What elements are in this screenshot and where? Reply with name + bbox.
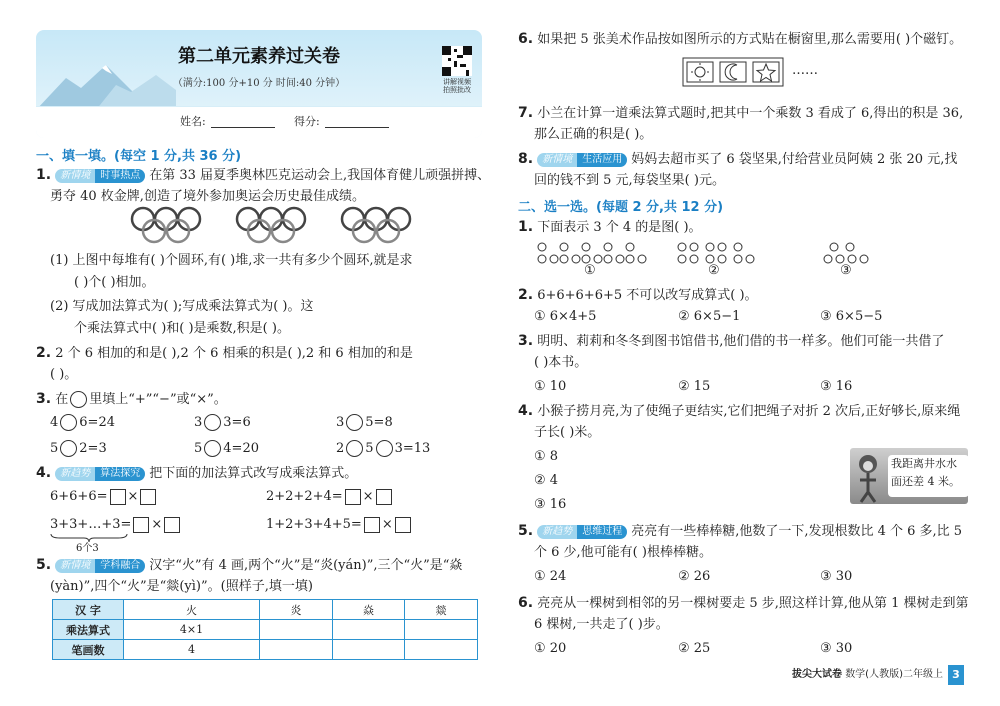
header-card: [36, 30, 482, 138]
strokes-table: [52, 599, 478, 660]
table-cell[interactable]: [405, 640, 478, 660]
answer-box[interactable]: [364, 517, 380, 533]
figure-label: ②: [708, 263, 720, 278]
table-header: 燚: [405, 600, 478, 620]
row-label: 笔画数: [53, 640, 124, 660]
name-label: 姓名:: [180, 115, 206, 128]
footer-subject: 数学(人教版)二年级上: [845, 669, 943, 680]
answer-box[interactable]: [376, 489, 392, 505]
table-cell[interactable]: [260, 640, 333, 660]
monkey-illustration: [850, 448, 968, 504]
option[interactable]: ③ 30: [820, 569, 853, 584]
choice-4-line2: 子长( )米。: [534, 425, 601, 440]
q4-item: 6+6+6= ×: [50, 488, 158, 506]
option[interactable]: ① 10: [534, 379, 567, 394]
q3-item: 5 2=3: [50, 441, 107, 456]
answer-circle[interactable]: [60, 440, 77, 457]
choice-6: 6. 亮亮从一棵树到相邻的另一棵树要走 5 步,照这样计算,他从第 1 棵树走到第: [518, 595, 969, 611]
q1-part1-line2: ( )个( )相加。: [74, 275, 155, 290]
option[interactable]: ① 20: [534, 641, 567, 656]
question-4: 4. 新趋势 算法探究 把下面的加法算式改写成乘法算式。: [36, 465, 358, 481]
choice-3-line2: ( )本书。: [534, 355, 588, 370]
table-header: 焱: [332, 600, 405, 620]
answer-circle[interactable]: [204, 414, 221, 431]
choice-6-line2: 6 棵树,一共走了( )步。: [534, 617, 669, 632]
choice-2: 2. 6+6+6+6+5 不可以改写成算式( )。: [518, 287, 758, 303]
speech-bubble: 我距离井水水 面还差 4 米。: [888, 455, 969, 497]
option[interactable]: ③ 16: [534, 497, 567, 512]
answer-circle[interactable]: [60, 414, 77, 431]
question-r7-line2: 那么正确的积是( )。: [534, 127, 653, 142]
answer-circle[interactable]: [376, 440, 393, 457]
question-r6: 6. 如果把 5 张美术作品按如图所示的方式贴在橱窗里,那么需要用( )个磁钉。: [518, 31, 963, 47]
table-header: 火: [124, 600, 260, 620]
q4-item: 2+2+2+4= ×: [266, 488, 394, 506]
table-header: 汉 字: [53, 600, 124, 620]
answer-box[interactable]: [110, 489, 126, 505]
exam-subtitle: （满分:100 分+10 分 时间:40 分钟）: [172, 78, 346, 89]
choice-3: 3. 明明、莉莉和冬冬到图书馆借书,他们借的书一样多。他们可能一共借了: [518, 333, 945, 349]
table-cell: 4×1: [124, 620, 260, 640]
q3-item: 4 6=24: [50, 415, 115, 430]
table-cell[interactable]: [260, 620, 333, 640]
page-title: 第二单元素养过关卷: [178, 46, 340, 67]
question-r7: 7. 小兰在计算一道乘法算式题时,把其中一个乘数 3 看成了 6,得出的积是 36,: [518, 105, 964, 121]
answer-box[interactable]: [164, 517, 180, 533]
footer: [792, 666, 943, 684]
choice-1: 1. 下面表示 3 个 4 的是图( )。: [518, 219, 702, 235]
choice-5-line2: 个 6 少,他可能有( )根棒棒糖。: [534, 545, 712, 560]
q3-item: 5 4=20: [194, 441, 259, 456]
answer-box[interactable]: [345, 489, 361, 505]
q1-part2-line2: 个乘法算式中( )和( )是乘数,积是( )。: [74, 321, 290, 336]
question-r8: 8. 新情境 生活应用 妈妈去超市买了 6 袋坚果,付给营业员阿姨 2 张 20 元,找: [518, 151, 958, 167]
qr-code[interactable]: [442, 46, 472, 76]
option[interactable]: ① 6×4+5: [534, 309, 597, 324]
option[interactable]: ② 26: [678, 569, 711, 584]
q4-item: 1+2+3+4+5= ×: [266, 516, 413, 534]
score-label: 得分:: [294, 115, 320, 128]
answer-circle[interactable]: [346, 440, 363, 457]
option[interactable]: ① 24: [534, 569, 567, 584]
question-3: 3. 在 里填上“+”“−”或“×”。: [36, 391, 227, 407]
tag-algorithm-explore: 新趋势 算法探究: [55, 467, 145, 481]
answer-circle[interactable]: [346, 414, 363, 431]
page-number: 3: [948, 665, 964, 685]
option[interactable]: ② 15: [678, 379, 711, 394]
name-field[interactable]: [211, 127, 275, 128]
option[interactable]: ② 4: [534, 473, 559, 488]
table-header: 炎: [260, 600, 333, 620]
student-info-bar: [36, 106, 482, 138]
tag-current-events: 新情境 时事热点: [55, 169, 145, 183]
option[interactable]: ② 25: [678, 641, 711, 656]
choice-5: 5. 新趋势 思维过程 亮亮有一些棒棒糖,他数了一下,发现根数比 4 个 6 多,比 5: [518, 523, 963, 539]
option[interactable]: ③ 16: [820, 379, 853, 394]
q4-item: 3+3+…+3= ×: [50, 516, 182, 534]
figure-label: ③: [840, 263, 852, 278]
question-2: 2. 2 个 6 相加的和是( ),2 个 6 相乘的积是( ),2 和 6 相加的和是: [36, 345, 413, 361]
table-cell[interactable]: [332, 620, 405, 640]
table-cell[interactable]: [332, 640, 405, 660]
table-cell: 4: [124, 640, 260, 660]
q3-item: 3 3=6: [194, 415, 251, 430]
tag-life-application: 新情境 生活应用: [537, 153, 627, 167]
table-cell[interactable]: [405, 620, 478, 640]
question-5-line2: (yàn)”,四个“火”是“燚(yì)”。(照样子,填一填): [50, 579, 313, 594]
q1-part2-line1: (2) 写成加法算式为( );写成乘法算式为( )。这: [50, 299, 314, 314]
answer-box[interactable]: [395, 517, 411, 533]
answer-box[interactable]: [140, 489, 156, 505]
option[interactable]: ③ 6×5−5: [820, 309, 883, 324]
question-1: 1. 新情境 时事热点 在第 33 届夏季奥林匹克运动会上,我国体育健儿顽强拼搏、: [36, 167, 491, 183]
figure-label: ①: [584, 263, 596, 278]
blank-circle: [70, 391, 87, 408]
olympic-rings-figure: [128, 205, 428, 245]
figure-ellipsis: ……: [792, 63, 818, 78]
choice-4: 4. 小猴子捞月亮,为了使绳子更结实,它们把绳子对折 2 次后,正好够长,原来绳: [518, 403, 961, 419]
q1-part1-line1: (1) 上图中每堆有( )个圆环,有( )堆,求一共有多少个圆环,就是求: [50, 253, 413, 268]
footer-brand: 拔尖大试卷: [792, 669, 842, 680]
question-1-line2: 勇夺 40 枚金牌,创造了境外参加奥运会历史最佳成绩。: [50, 189, 365, 204]
question-r8-line2: 回的钱不到 5 元,每袋坚果( )元。: [534, 173, 725, 188]
artwork-magnets-figure: [682, 55, 786, 89]
question-2-line2: ( )。: [50, 367, 78, 382]
answer-circle[interactable]: [204, 440, 221, 457]
section2-title: 二、选一选。(每题 2 分,共 12 分): [518, 200, 724, 215]
qr-caption: 讲解视频 拍照批改: [443, 78, 471, 94]
row-label: 乘法算式: [53, 620, 124, 640]
question-5: 5. 新情境 学科融合 汉字“火”有 4 画,两个“火”是“炎(yán)”,三个“火”是“焱: [36, 557, 463, 573]
q3-item: 2 5 3=13: [336, 441, 431, 456]
score-field[interactable]: [325, 127, 389, 128]
answer-box[interactable]: [133, 517, 149, 533]
option[interactable]: ③ 30: [820, 641, 853, 656]
brace-label: 6个3: [76, 543, 99, 554]
option[interactable]: ② 6×5−1: [678, 309, 741, 324]
section1-title: 一、填一填。(每空 1 分,共 36 分): [36, 149, 242, 164]
tag-thinking-process: 新趋势 思维过程: [537, 525, 627, 539]
option[interactable]: ① 8: [534, 449, 559, 464]
tag-subject-fusion: 新情境 学科融合: [55, 559, 145, 573]
q3-item: 3 5=8: [336, 415, 393, 430]
